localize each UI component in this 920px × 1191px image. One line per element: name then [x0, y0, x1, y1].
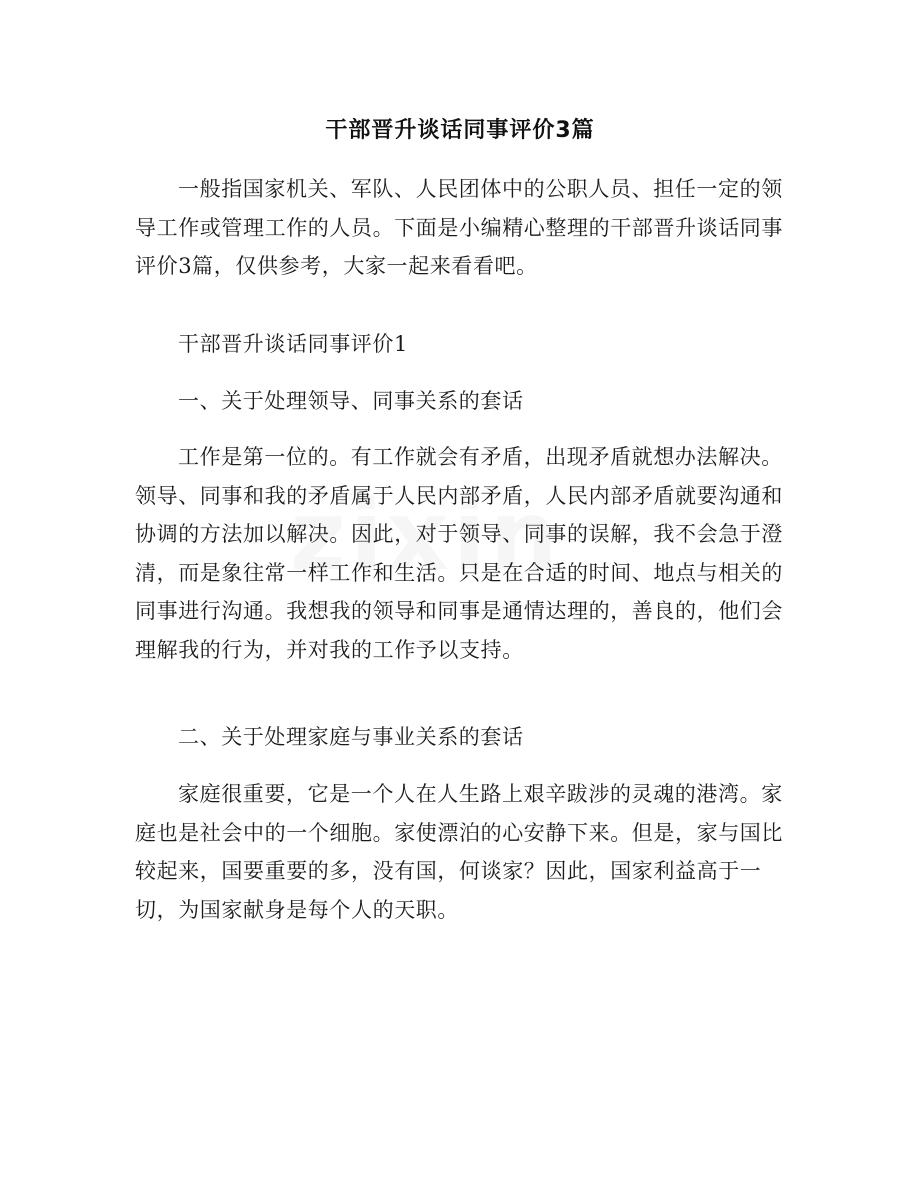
section-heading-text: 干部晋升谈话同事评价1	[178, 332, 408, 356]
point1-body-text: 工作是第一位的。有工作就会有矛盾，出现矛盾就想办法解决。领导、同事和我的矛盾属于人民内部矛盾，人民内部矛盾就要沟通和协调的方法加以解决。因此，对于领导、同事的误解，我不会急于澄清，而是象往常一样工作和生活。只是在合适的时间、地点与相关的同事进行沟通。我想我的领导和同事是通情达理的，善良的，他们会理解我的行为，并对我的工作予以支持。	[135, 445, 783, 662]
page-title: 干部晋升谈话同事评价3篇	[325, 118, 595, 143]
point2-heading	[135, 718, 785, 757]
point1-heading-text: 一、关于处理领导、同事关系的套话	[178, 389, 524, 413]
section-heading	[135, 325, 785, 364]
point2-paragraph	[135, 775, 785, 929]
point2-body-text: 家庭很重要，它是一个人在人生路上艰辛跋涉的灵魂的港湾。家庭也是社会中的一个细胞。家使漂泊的心安静下来。但是，家与国比较起来，国要重要的多，没有国，何谈家？因此，国家利益高于一切，为国家献身是每个人的天职。	[135, 782, 783, 922]
intro-paragraph	[135, 170, 785, 286]
point1-heading	[135, 382, 785, 421]
intro-text: 一般指国家机关、军队、人民团体中的公职人员、担任一定的领导工作或管理工作的人员。下面是小编精心整理的干部晋升谈话同事评价3篇，仅供参考，大家一起来看看吧。	[135, 177, 783, 278]
point1-paragraph	[135, 438, 785, 669]
point2-heading-text: 二、关于处理家庭与事业关系的套话	[178, 725, 524, 749]
